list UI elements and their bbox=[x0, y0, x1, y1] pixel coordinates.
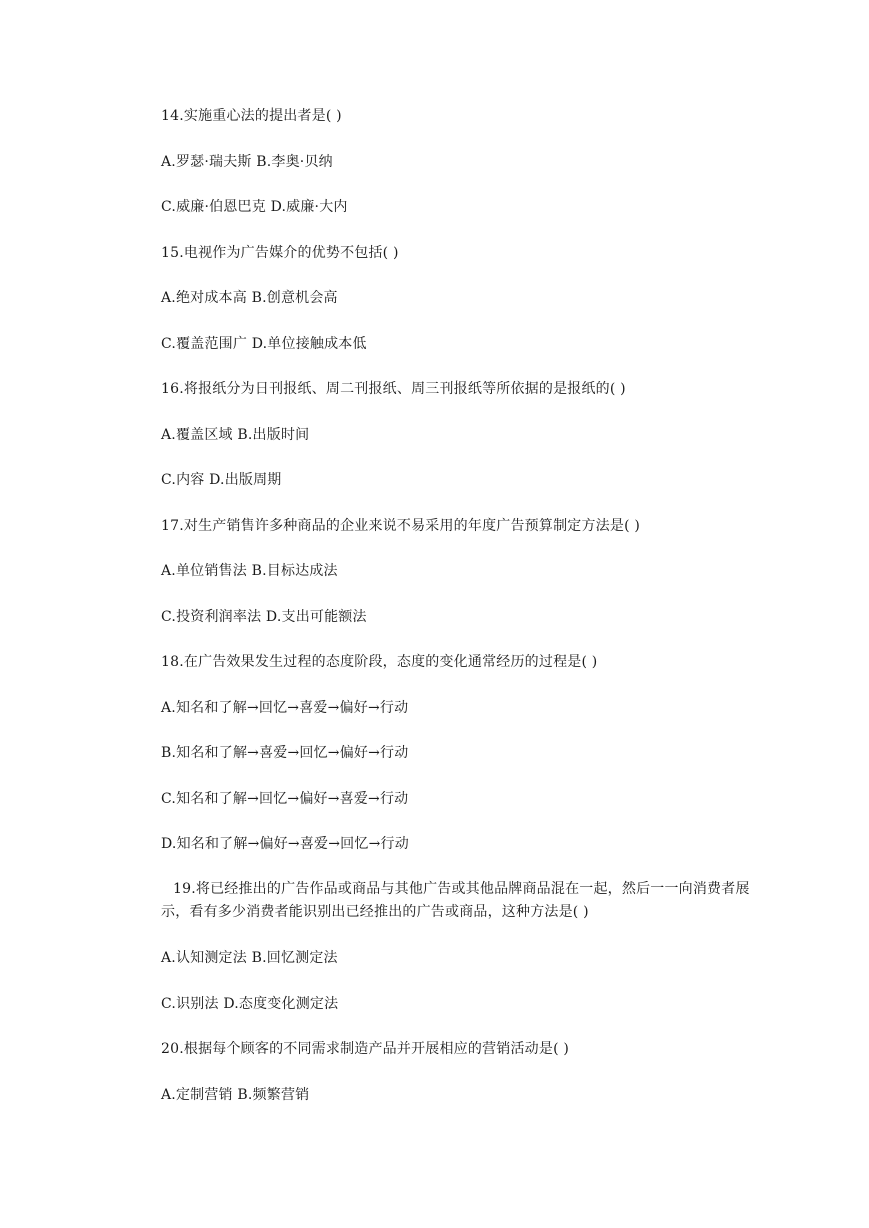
question-16: 16.将报纸分为日刊报纸、周二刊报纸、周三刊报纸等所依据的是报纸的( ) bbox=[161, 381, 626, 397]
question-14-options-cd: C.威廉·伯恩巴克 D.威廉·大内 bbox=[161, 199, 348, 215]
question-17-options-ab: A.单位销售法 B.目标达成法 bbox=[161, 563, 338, 579]
question-18-option-d: D.知名和了解→偏好→喜爱→回忆→行动 bbox=[161, 836, 409, 852]
question-14: 14.实施重心法的提出者是( ) bbox=[161, 108, 342, 124]
question-19-options-cd: C.识别法 D.态度变化测定法 bbox=[161, 996, 339, 1012]
question-18-option-b: B.知名和了解→喜爱→回忆→偏好→行动 bbox=[161, 745, 409, 761]
question-17: 17.对生产销售许多种商品的企业来说不易采用的年度广告预算制定方法是( ) bbox=[161, 518, 641, 534]
question-18-option-c: C.知名和了解→回忆→偏好→喜爱→行动 bbox=[161, 791, 409, 807]
question-20-options-ab: A.定制营销 B.频繁营销 bbox=[161, 1087, 310, 1103]
question-18-option-a: A.知名和了解→回忆→喜爱→偏好→行动 bbox=[161, 700, 409, 716]
question-19-options-ab: A.认知测定法 B.回忆测定法 bbox=[161, 950, 338, 966]
question-15: 15.电视作为广告媒介的优势不包括( ) bbox=[161, 245, 399, 261]
question-16-options-ab: A.覆盖区域 B.出版时间 bbox=[161, 427, 310, 443]
question-15-options-cd: C.覆盖范围广 D.单位接触成本低 bbox=[161, 336, 367, 352]
question-14-options-ab: A.罗瑟·瑞夫斯 B.李奥·贝纳 bbox=[161, 154, 333, 170]
question-20: 20.根据每个顾客的不同需求制造产品并开展相应的营销活动是( ) bbox=[161, 1041, 570, 1057]
question-16-options-cd: C.内容 D.出版周期 bbox=[161, 472, 282, 488]
question-19: 19.将已经推出的广告作品或商品与其他广告或其他品牌商品混在一起，然后一一向消费者展示，看有多少消费者能识别出已经推出的广告或商品，这种方法是( ) bbox=[161, 881, 750, 920]
question-15-options-ab: A.绝对成本高 B.创意机会高 bbox=[161, 290, 338, 306]
question-18: 18.在广告效果发生过程的态度阶段，态度的变化通常经历的过程是( ) bbox=[161, 654, 598, 670]
question-17-options-cd: C.投资利润率法 D.支出可能额法 bbox=[161, 609, 367, 625]
